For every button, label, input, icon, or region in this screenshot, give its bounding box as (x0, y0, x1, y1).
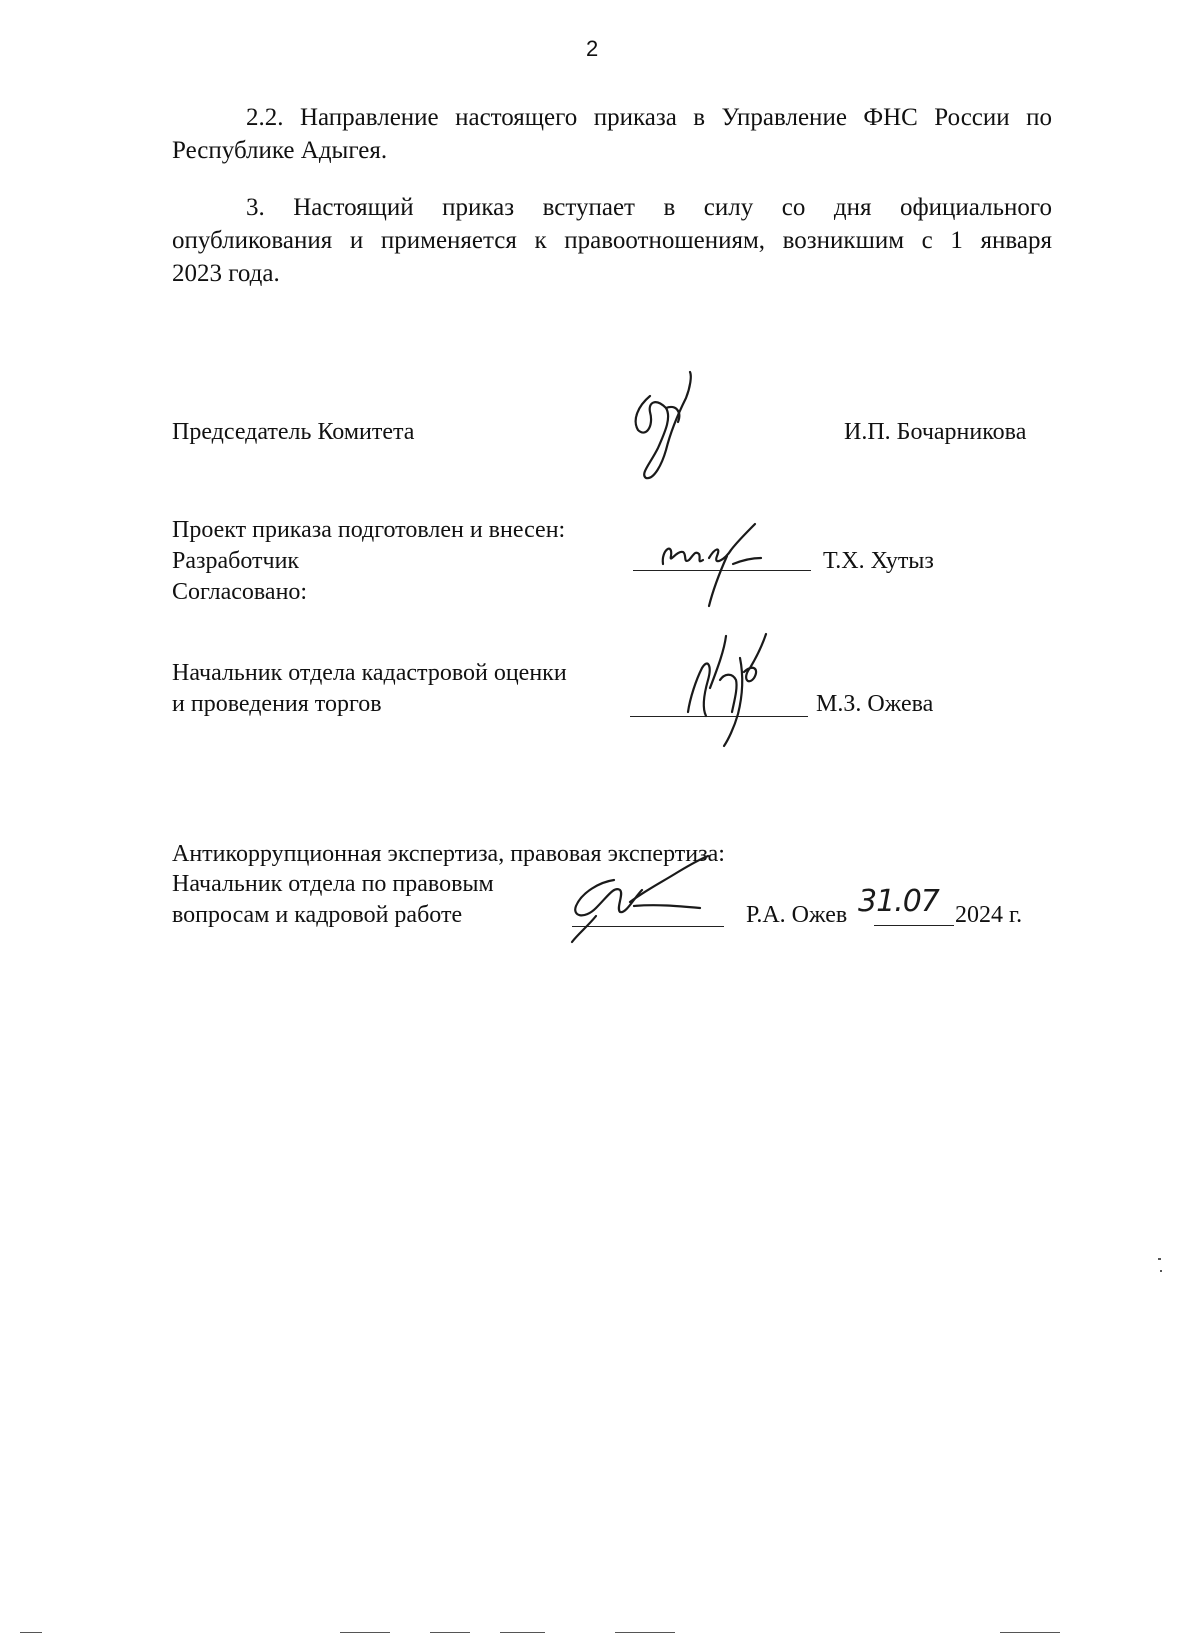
scan-edge-mark (340, 1632, 390, 1633)
legal-head-signature (560, 850, 730, 950)
scan-edge-mark (1000, 1632, 1060, 1633)
scan-edge-mark (430, 1632, 470, 1633)
prepared-heading: Проект приказа подготовлен и внесен: (172, 517, 566, 543)
developer-signature (655, 520, 775, 610)
scan-edge-mark (615, 1632, 675, 1633)
cadastral-position-line2: и проведения торгов (172, 691, 382, 717)
handwritten-date: 31.07 (858, 884, 939, 919)
cadastral-head-signature (680, 628, 790, 748)
cadastral-position-line1: Начальник отдела кадастровой оценки (172, 660, 567, 686)
cadastral-head-name: М.З. Ожева (816, 691, 934, 717)
agreed-label: Согласовано: (172, 579, 308, 605)
legal-heading: Антикоррупционная экспертиза, правовая экспертиза: (172, 841, 725, 867)
developer-name: Т.Х. Хутыз (823, 548, 934, 574)
paragraph-line: 3. Настоящий приказ вступает в силу со дня официального (246, 194, 1052, 221)
paragraph-line: 2023 года. (172, 260, 280, 287)
page-number: 2 (586, 36, 599, 61)
scan-speck (1158, 1258, 1161, 1260)
scan-edge-mark (20, 1632, 42, 1633)
legal-date-year: 2024 г. (955, 902, 1023, 928)
paragraph-line: 2.2. Направление настоящего приказа в Управление ФНС России по (246, 104, 1052, 131)
chairman-position: Председатель Комитета (172, 419, 415, 445)
paragraph-line: опубликования и применяется к правоотношениям, возникшим с 1 января (172, 227, 1052, 254)
legal-head-name: Р.А. Ожев (746, 902, 848, 928)
paragraph-2-2 (172, 101, 1052, 167)
scan-edge-mark (500, 1632, 545, 1633)
chairman-name: И.П. Бочарникова (844, 419, 1027, 445)
legal-position-line1: Начальник отдела по правовым (172, 871, 494, 897)
chairman-signature (620, 368, 730, 488)
date-line (874, 925, 954, 926)
paragraph-3 (172, 191, 1052, 290)
legal-position-line2: вопросам и кадровой работе (172, 902, 463, 928)
scan-speck (1160, 1270, 1162, 1272)
paragraph-line: Республике Адыгея. (172, 137, 388, 164)
developer-role: Разработчик (172, 548, 300, 574)
